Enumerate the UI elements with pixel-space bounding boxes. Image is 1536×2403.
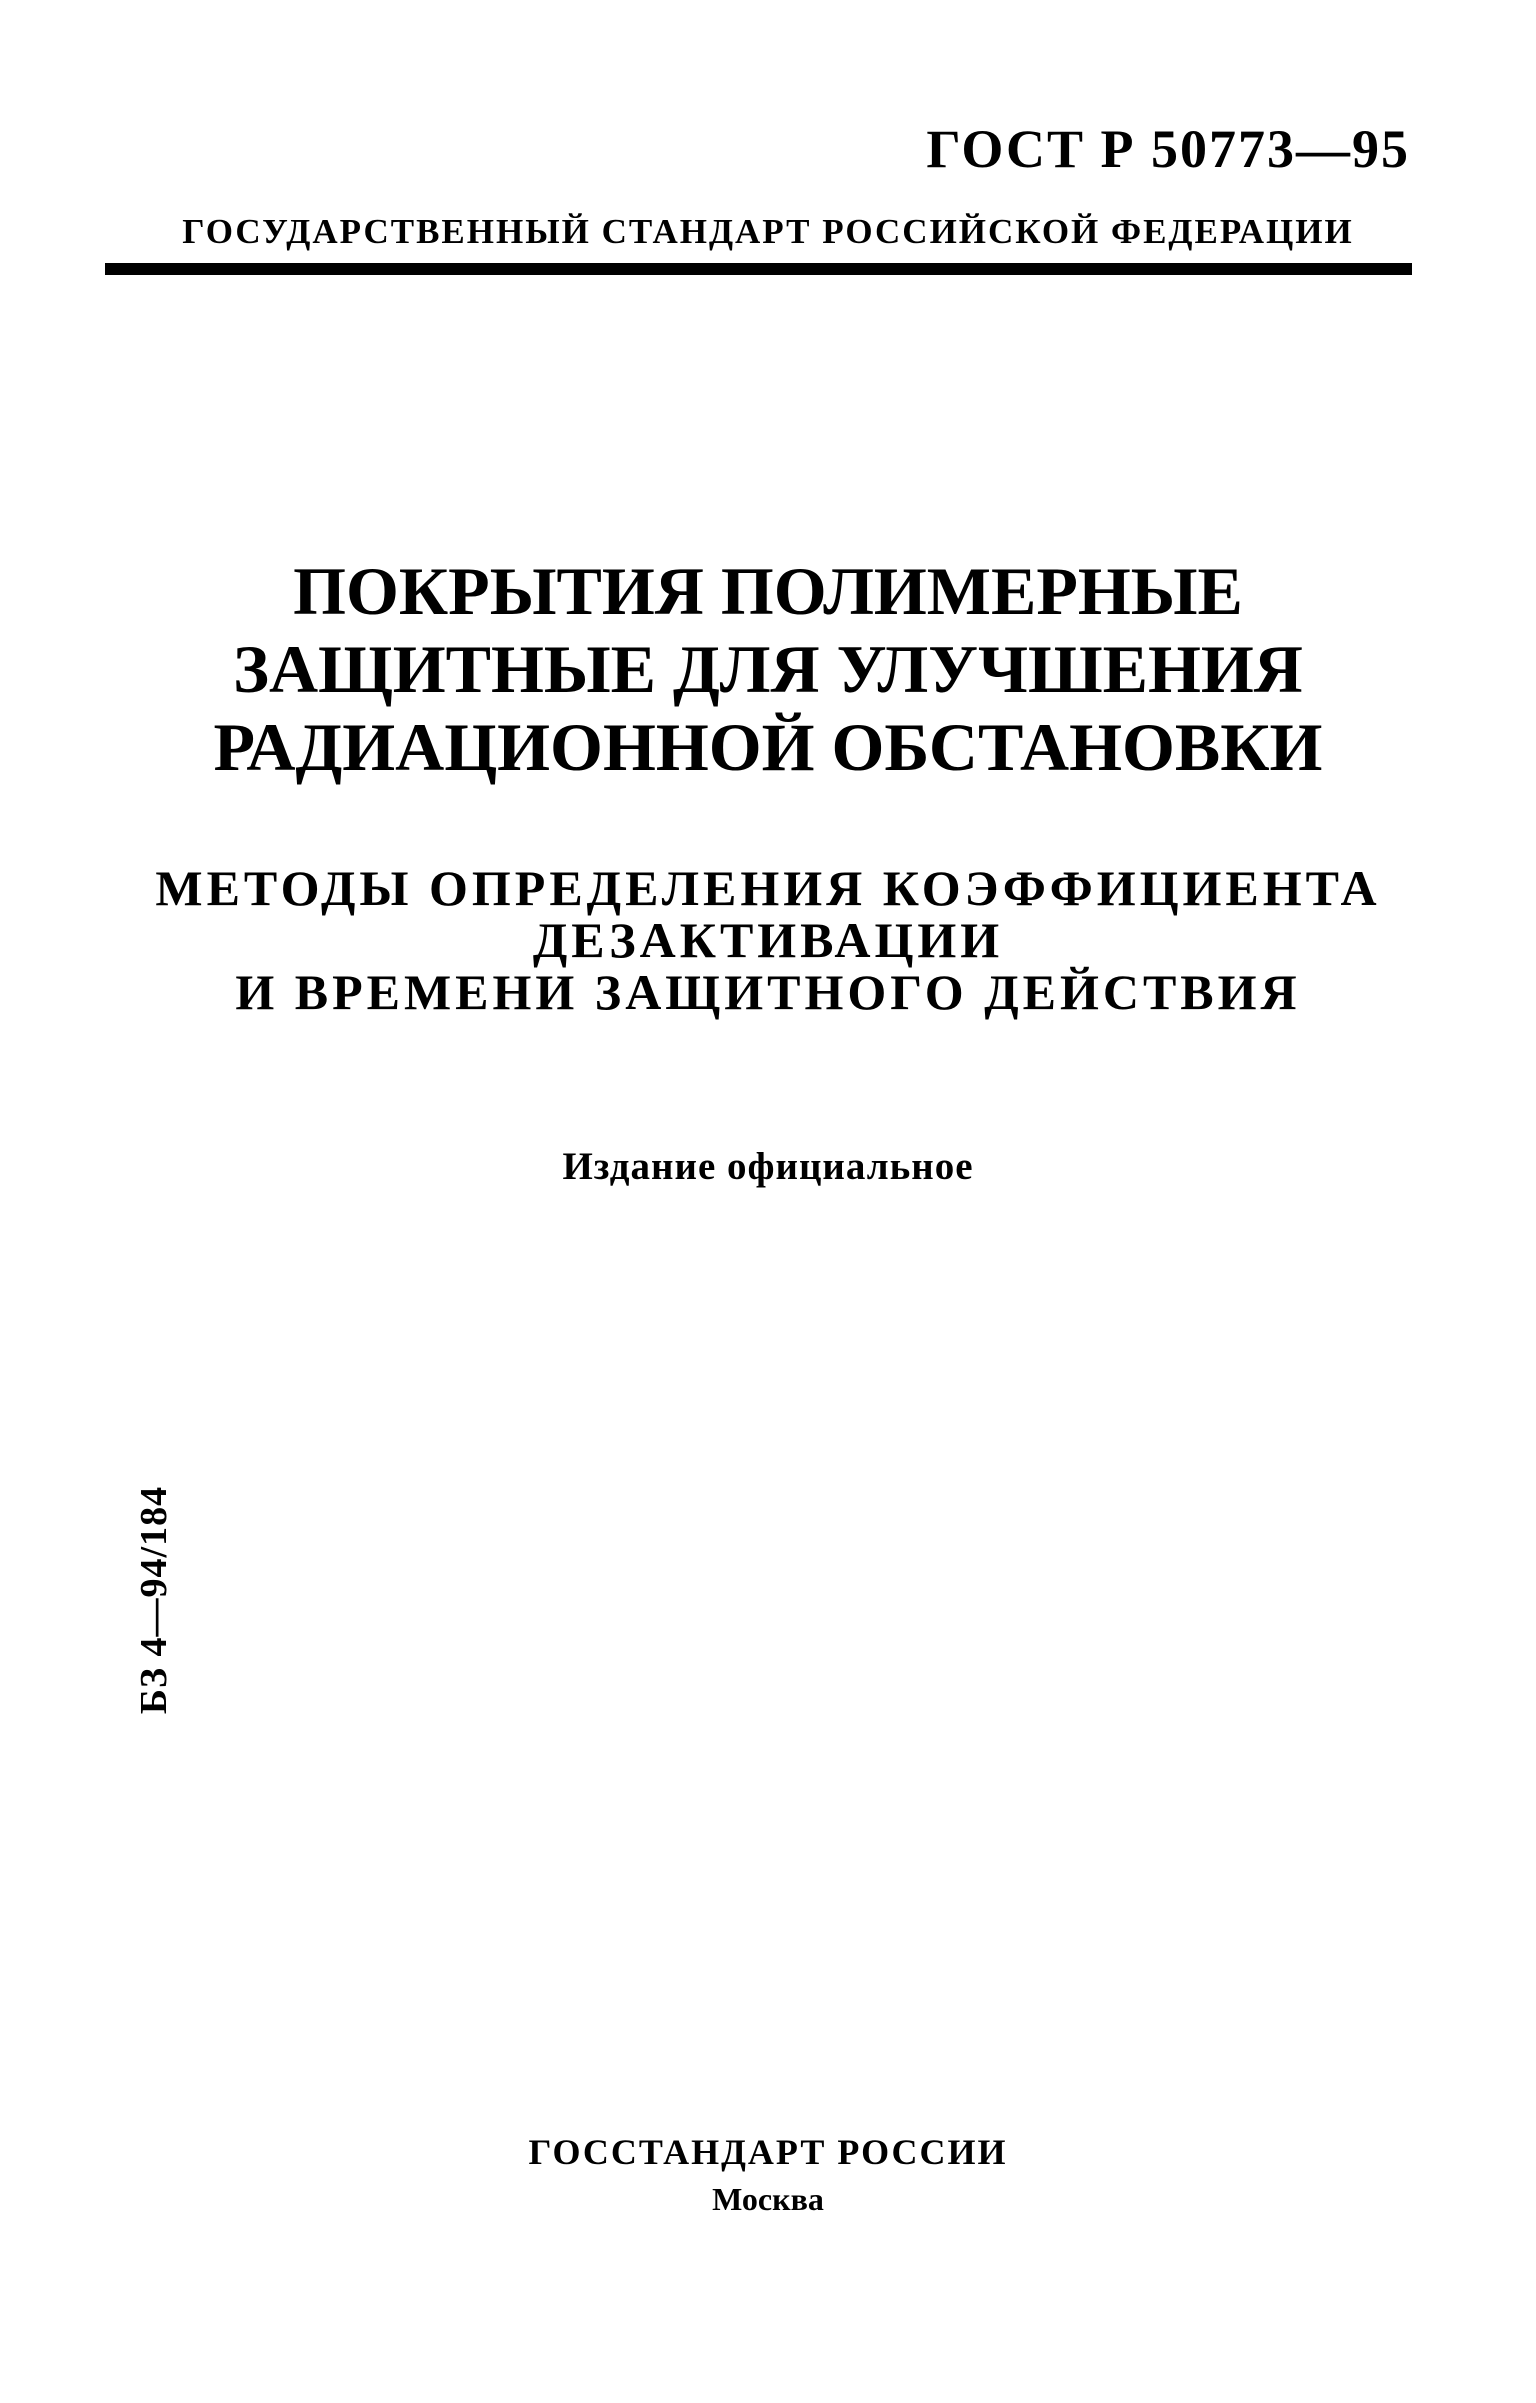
publisher-city: Москва [712,2181,824,2217]
sub-title-line-1: МЕТОДЫ ОПРЕДЕЛЕНИЯ КОЭФФИЦИЕНТА [155,860,1381,916]
sub-title [0,862,1536,1018]
sub-title-line-2: ДЕЗАКТИВАЦИИ [532,912,1004,968]
side-code [124,1470,184,1730]
main-title-line-1: ПОКРЫТИЯ ПОЛИМЕРНЫЕ [293,553,1243,629]
document-number: ГОСТ Р 50773—95 [926,119,1410,179]
sub-title-line-3: И ВРЕМЕНИ ЗАЩИТНОГО ДЕЙСТВИЯ [235,964,1301,1020]
header-divider [105,263,1412,275]
state-standard-heading: ГОСУДАРСТВЕННЫЙ СТАНДАРТ РОССИЙСКОЙ ФЕДЕРАЦИИ [182,212,1354,251]
main-title [0,552,1536,786]
main-title-line-2: ЗАЩИТНЫЕ ДЛЯ УЛУЧШЕНИЯ [233,631,1303,707]
main-title-line-3: РАДИАЦИОННОЙ ОБСТАНОВКИ [213,709,1323,785]
side-code-text: БЗ 4—94/184 [133,1485,175,1715]
edition-label: Издание официальное [562,1145,974,1188]
publisher-name: ГОССТАНДАРТ РОССИИ [528,2132,1008,2172]
